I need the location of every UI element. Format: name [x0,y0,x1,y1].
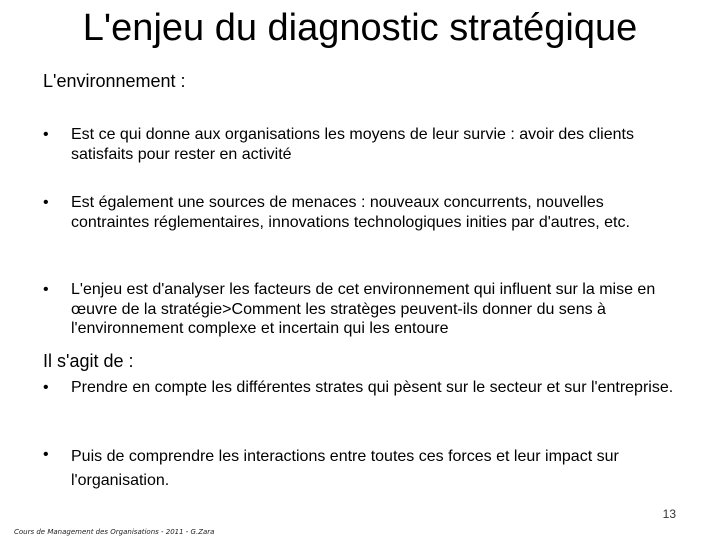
bullet-item [43,193,683,232]
bullet-symbol: • [43,379,49,396]
bullet-text: Est également une sources de menaces : nouveaux concurrents, nouvelles contraintes réglementaires, innovations technologiques inities par d'autres, etc. [71,194,630,231]
page-number: 13 [662,507,676,521]
section-heading: L'environnement : [43,71,186,91]
bullet-item [43,445,683,493]
bullet-text: Prendre en compte les différentes strates qui pèsent sur le secteur et sur l'entreprise. [71,379,674,396]
bullet-symbol: • [43,194,49,211]
bullet-item [43,125,683,164]
bullet-text: Est ce qui donne aux organisations les moyens de leur survie : avoir des clients satisfaits pour rester en activité [71,126,634,163]
bullet-item [43,280,683,339]
bullet-symbol: • [43,446,49,463]
footer-text: Cours de Management des Organisations - 2011 - G.Zara [14,528,215,536]
bullet-symbol: • [43,281,49,298]
subheading: Il s'agit de : [43,351,134,371]
bullet-text: L'enjeu est d'analyser les facteurs de cet environnement qui influent sur la mise en œuvre de la stratégie>Comment les stratèges peuvent-ils donner du sens à l'environnement complexe et incertain qui les entoure [71,281,656,337]
bullet-symbol: • [43,126,49,143]
slide-title: L'enjeu du diagnostic stratégique [82,7,638,49]
bullet-item [43,378,683,398]
bullet-text: Puis de comprendre les interactions entre toutes ces forces et leur impact sur l'organisation. [71,448,619,489]
